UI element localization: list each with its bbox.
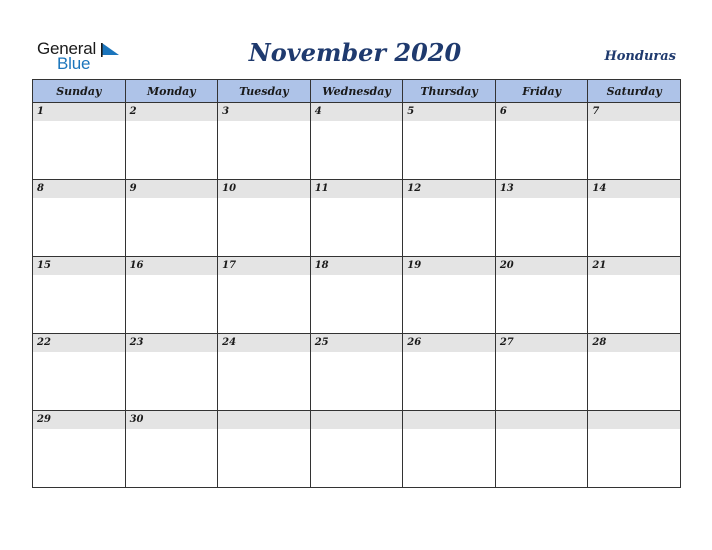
day-number: 4 <box>314 106 322 117</box>
day-cell[interactable] <box>588 257 681 334</box>
logo-text-general: General <box>37 39 97 58</box>
week-row <box>33 411 681 488</box>
day-cell[interactable] <box>125 180 218 257</box>
weekday-header: Tuesday <box>218 80 311 103</box>
day-number: 9 <box>129 183 137 194</box>
day-cell[interactable] <box>403 180 496 257</box>
day-number: 25 <box>314 337 329 348</box>
day-cell[interactable] <box>33 103 126 180</box>
weekday-header: Wednesday <box>310 80 403 103</box>
weekday-header-row <box>33 80 681 103</box>
day-number: 18 <box>314 260 329 271</box>
week-row <box>33 180 681 257</box>
day-cell[interactable] <box>495 334 588 411</box>
day-number-bar <box>496 103 588 121</box>
day-number: 28 <box>592 337 607 348</box>
day-cell[interactable] <box>218 103 311 180</box>
day-number-bar <box>33 334 125 352</box>
day-number-bar <box>496 334 588 352</box>
page-title: November 2020 <box>248 38 462 67</box>
day-cell[interactable] <box>310 334 403 411</box>
day-number-bar <box>311 257 403 275</box>
day-cell[interactable] <box>403 257 496 334</box>
day-cell[interactable] <box>218 334 311 411</box>
day-cell[interactable] <box>33 334 126 411</box>
day-number: 10 <box>222 183 237 194</box>
day-cell[interactable] <box>495 103 588 180</box>
day-cell[interactable] <box>33 257 126 334</box>
day-number: 14 <box>592 183 607 194</box>
day-cell[interactable] <box>495 257 588 334</box>
day-cell[interactable] <box>33 180 126 257</box>
day-number: 15 <box>37 260 51 271</box>
day-number: 17 <box>222 260 237 271</box>
day-cell[interactable] <box>495 411 588 488</box>
day-number: 21 <box>592 260 607 271</box>
day-number-bar <box>403 103 495 121</box>
day-number-bar <box>126 334 218 352</box>
day-number: 22 <box>37 337 51 348</box>
day-number-bar <box>588 103 680 121</box>
day-number-bar <box>218 180 310 198</box>
day-number: 1 <box>37 106 44 117</box>
day-number: 23 <box>129 337 144 348</box>
logo-text-blue: Blue <box>57 54 91 73</box>
flag-icon <box>100 42 120 58</box>
day-cell[interactable] <box>310 103 403 180</box>
day-number-bar <box>218 103 310 121</box>
day-number-bar <box>588 180 680 198</box>
day-cell[interactable] <box>33 411 126 488</box>
day-number-bar <box>496 257 588 275</box>
day-cell[interactable] <box>218 411 311 488</box>
day-number: 3 <box>222 106 230 117</box>
weekday-header: Friday <box>495 80 588 103</box>
day-cell[interactable] <box>588 180 681 257</box>
weekday-header: Saturday <box>588 80 681 103</box>
day-number-bar <box>218 257 310 275</box>
day-number-bar <box>311 180 403 198</box>
day-number-bar <box>218 334 310 352</box>
calendar-grid <box>32 79 681 488</box>
day-number-bar <box>126 257 218 275</box>
day-number: 7 <box>592 106 600 117</box>
day-cell[interactable] <box>125 334 218 411</box>
day-cell[interactable] <box>218 257 311 334</box>
day-number-bar <box>311 411 403 429</box>
day-number: 24 <box>222 337 237 348</box>
day-number: 27 <box>499 337 514 348</box>
day-number: 5 <box>407 106 415 117</box>
day-number: 12 <box>407 183 422 194</box>
day-number-bar <box>311 334 403 352</box>
day-cell[interactable] <box>588 411 681 488</box>
day-number-bar <box>33 180 125 198</box>
day-cell[interactable] <box>588 334 681 411</box>
day-number-bar <box>218 411 310 429</box>
day-number-bar <box>126 411 218 429</box>
day-number-bar <box>33 411 125 429</box>
day-number-bar <box>126 180 218 198</box>
day-cell[interactable] <box>310 411 403 488</box>
day-number: 2 <box>129 106 137 117</box>
weekday-header: Monday <box>125 80 218 103</box>
day-cell[interactable] <box>125 257 218 334</box>
day-number-bar <box>126 103 218 121</box>
day-number: 30 <box>129 414 144 425</box>
day-number-bar <box>403 411 495 429</box>
day-number-bar <box>403 180 495 198</box>
day-number: 29 <box>37 414 51 425</box>
day-cell[interactable] <box>218 180 311 257</box>
day-number-bar <box>403 334 495 352</box>
weekday-header: Thursday <box>403 80 496 103</box>
day-cell[interactable] <box>403 334 496 411</box>
day-number-bar <box>496 411 588 429</box>
day-cell[interactable] <box>310 180 403 257</box>
day-cell[interactable] <box>125 103 218 180</box>
day-number: 26 <box>407 337 422 348</box>
day-number-bar <box>311 103 403 121</box>
day-number-bar <box>588 257 680 275</box>
weekday-header: Sunday <box>33 80 126 103</box>
day-number: 16 <box>129 260 144 271</box>
day-number-bar <box>496 180 588 198</box>
day-cell[interactable] <box>403 103 496 180</box>
day-number: 19 <box>407 260 422 271</box>
day-cell[interactable] <box>125 411 218 488</box>
week-row <box>33 257 681 334</box>
day-number-bar <box>403 257 495 275</box>
country-name: Honduras <box>604 49 676 64</box>
week-row <box>33 334 681 411</box>
day-cell[interactable] <box>588 103 681 180</box>
day-cell[interactable] <box>495 180 588 257</box>
day-number: 20 <box>499 260 514 271</box>
week-row <box>33 103 681 180</box>
generalblue-logo <box>37 40 127 74</box>
day-number: 13 <box>499 183 514 194</box>
day-number-bar <box>33 257 125 275</box>
day-number: 8 <box>37 183 44 194</box>
day-number: 6 <box>499 106 507 117</box>
day-cell[interactable] <box>403 411 496 488</box>
day-number-bar <box>588 334 680 352</box>
calendar-body <box>33 103 681 488</box>
day-number-bar <box>33 103 125 121</box>
day-number: 11 <box>314 183 329 194</box>
day-cell[interactable] <box>310 257 403 334</box>
day-number-bar <box>588 411 680 429</box>
